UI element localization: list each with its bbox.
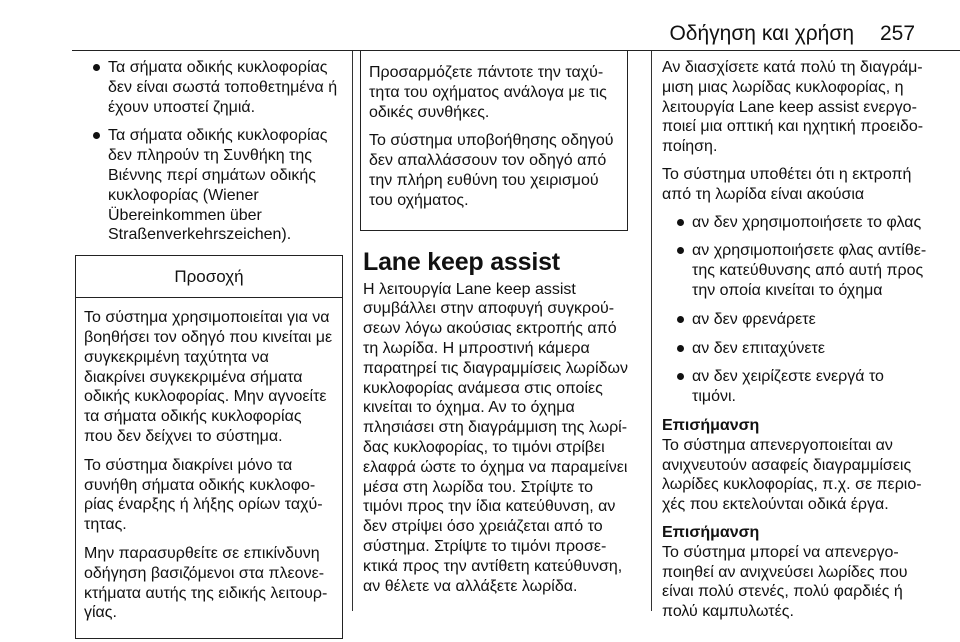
caution-paragraph: Προσαρμόζετε πάντοτε την ταχύτητα του οχήματος ανάλογα με τις οδικές συνθήκες. [369,64,607,121]
bullet-icon [93,132,100,139]
list-item-text: Τα σήματα οδικής κυκλοφορίας δεν είναι σωστά τοποθετημένα ή έχουν υποστεί ζημιά. [108,59,338,116]
caution-paragraph: Το σύστημα διακρίνει μόνο τα συνήθη σήματα οδικής κυκλοφορίας έναρξης ή λήξης ορίων ταχύτητας. [84,456,323,534]
intro-paragraph: Αν διασχίσετε κατά πολύ τη διαγράμμιση μιας λωρίδας κυκλοφορίας, η λειτουργία Lane keep assist ενεργοποιεί μια οπτική και ηχητική προειδοποίηση. [662,59,924,156]
note [662,523,930,622]
bullet-icon [677,219,684,226]
list-item [662,213,930,233]
list-item [662,339,930,359]
list-item-text: αν χρησιμοποιήσετε φλας αντίθετης κατεύθυνσης από αυτή προς την οποία κινείται το όχημα [692,242,927,299]
list-item [662,367,930,407]
list-item [662,310,930,330]
column-divider [352,51,353,611]
note-label: Επισήμανση [662,523,760,541]
caution-body [76,298,342,638]
section-body: Η λειτουργία Lane keep assist συμβάλλει στην αποφυγή συγκρούσεων λόγω ακούσιας εκτροπής από τη λωρίδα. Η μπροστινή κάμερα παρατηρεί τις διαγραμμίσεις λωρίδων κυκλοφορίας ανάμεσα στις οποίες κινείται το όχημα. Αν το όχημα πλησιάσει στη διαγράμμιση της λωρίδας κυκλοφορίας, το τιμόνι στρίβει ελαφρά ώστε το όχημα να παραμείνει μέσα στη λωρίδα του. Στρίψτε το τιμόνι προς την ίδια κατεύθυνση, αν δεν στρίψει όσο χρειάζεται από το σύστημα. Στρίψτε το τιμόνι προσεκτικά προς την αντίθετη κατεύθυνση, αν θέλετε να αλλάξετε λωρίδα. [363,280,628,595]
note-text: Το σύστημα μπορεί να απενεργοποιηθεί αν ανιχνεύσει λωρίδες που είναι πολύ στενές, πολύ φαρδιές ή πολύ καμπυλωτές. [662,543,908,621]
bullet-icon [93,64,100,71]
assumption-paragraph: Το σύστημα υποθέτει ότι η εκτροπή από τη λωρίδα είναι ακούσια [662,165,912,203]
list-item-text: αν δεν χειρίζεστε ενεργά το τιμόνι. [692,368,884,406]
note [662,416,930,515]
page-number: 257 [880,22,916,45]
caution-paragraph: Το σύστημα υποβοήθησης οδηγού δεν απαλλάσσουν τον οδηγό από την πλήρη ευθύνη του χειρισμού του οχήματος. [369,132,614,209]
list-item [78,126,340,245]
column-divider [651,51,652,611]
caution-paragraph: Το σύστημα χρησιμοποιείται για να βοηθήσει τον οδηγό που κινείται με συγκεκριμένη ταχύτητα να διακρίνει συγκεκριμένα σήματα οδικής κυκλοφορίας. Μην αγνοείτε τα σήματα οδικής κυκλοφορίας που δεν δείχνει το σύστημα. [84,309,333,445]
caution-box-continued [360,51,628,231]
section-title: Lane keep assist [363,247,560,276]
column-left [78,58,340,639]
list-item [78,58,340,117]
page-header [0,0,960,54]
note-text: Το σύστημα απενεργοποιείται αν ανιχνευτούν ασαφείς διαγραμμίσεις λωρίδες κυκλοφορίας, π.χ. σε περιοχές που εκτελούνται οδικά έργα. [662,436,922,514]
chapter-title: Οδήγηση και χρήση [669,22,854,45]
caution-paragraph: Μην παρασυρθείτε σε επικίνδυνη οδήγηση βασιζόμενοι στα πλεονεκτήματα αυτής της ειδικής λειτουργίας. [84,544,328,622]
list-item-text: αν δεν χρησιμοποιήσετε το φλας [692,213,922,231]
caution-title: Προσοχή [76,256,342,298]
column-middle [363,51,631,604]
note-label: Επισήμανση [662,416,760,434]
list-item-text: Τα σήματα οδικής κυκλοφορίας δεν πληρούν τη Συνθήκη της Βιέννης περί σημάτων οδικής κυκλοφορίας (Wiener Übereinkommen über Straßenverkehrszeichen). [108,127,328,244]
list-item-text: αν δεν φρενάρετε [692,310,816,328]
bullet-icon [677,345,684,352]
caution-box [75,255,343,639]
bullet-icon [677,316,684,323]
bullet-icon [677,247,684,254]
list-item-text: αν δεν επιταχύνετε [692,339,825,357]
column-right [662,58,930,630]
bullet-icon [677,373,684,380]
list-item [662,241,930,300]
